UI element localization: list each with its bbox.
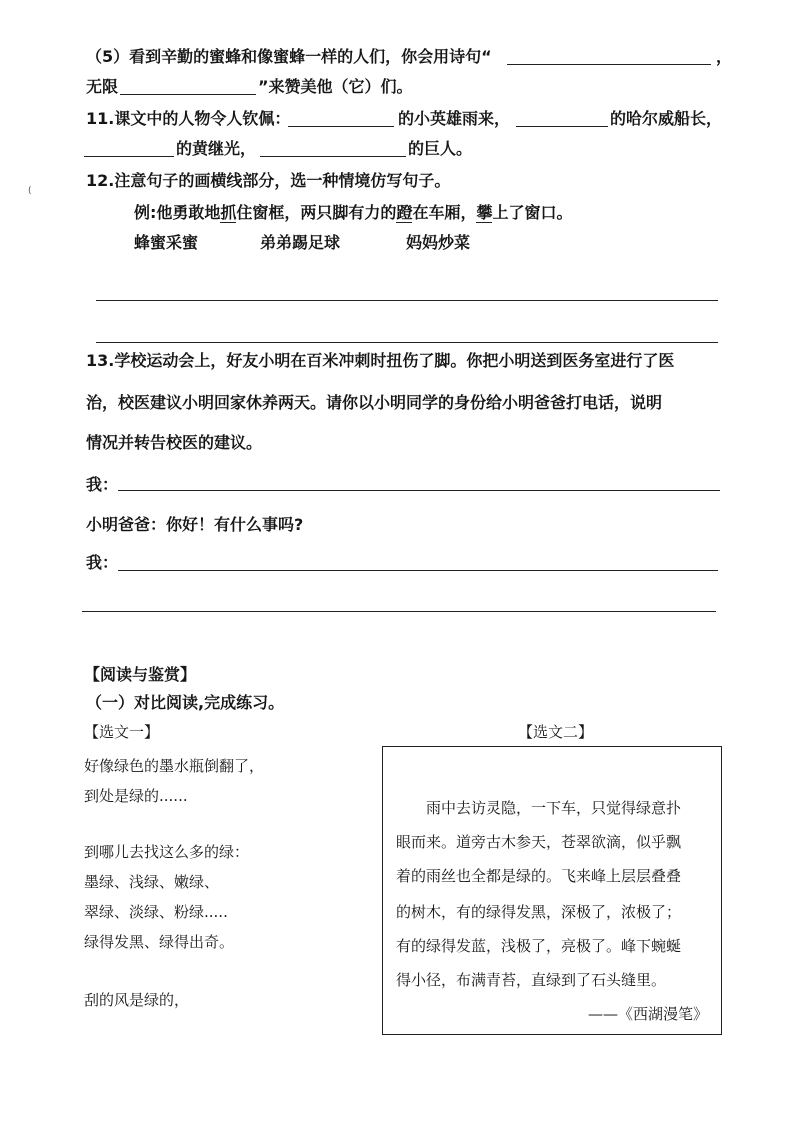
q10-5-line2-suffix: ”来赞美他（它）们。 [258, 77, 413, 96]
q10-5-line2-prefix: 无限 [86, 77, 119, 96]
passage1-line: 绿得发黑、绿得出奇。 [84, 933, 235, 951]
passage2-title: 【选文二】 [518, 723, 594, 741]
passage2-box [382, 746, 722, 1035]
q13-text-line-2: 治，校医建议小明回家休养两天。请你以小明同学的身份给小明爸爸打电话，说明 [86, 393, 663, 412]
q12-option-2: 弟弟踢足球 [260, 233, 341, 252]
example-underlined-verb-1: 抓 [220, 203, 237, 222]
q10-5-line1-suffix: ， [716, 47, 733, 66]
q12-answer-line-1[interactable] [96, 300, 718, 301]
passage2-source: ——《西湖漫笔》 [588, 1005, 709, 1023]
q13-me-label-2: 我： [86, 553, 119, 572]
passage2-line: 着的雨丝也全都是绿的。飞来峰上层层叠叠 [396, 867, 682, 885]
q13-answer-line-1[interactable] [118, 490, 720, 491]
q13-me-label-1: 我： [86, 475, 119, 494]
passage1-line: 好像绿色的墨水瓶倒翻了， [84, 757, 265, 775]
q10-5-line1-prefix: （5）看到辛勤的蜜蜂和像蜜蜂一样的人们，你会用诗句“ [86, 47, 492, 66]
example-underlined-verb-2: 蹬 [396, 203, 413, 222]
q12-title: 12.注意句子的画横线部分，选一种情境仿写句子。 [86, 171, 451, 190]
example-text-1: 例:他勇敢地 [134, 203, 221, 222]
passage1-line: 翠绿、淡绿、粉绿..... [84, 903, 228, 921]
passage1-line: 到哪儿去找这么多的绿： [84, 843, 250, 861]
passage1-line: 墨绿、浅绿、嫩绿、 [84, 873, 220, 891]
passage2-line: 得小径，布满青苔，直绿到了石头缝里。 [396, 971, 667, 989]
q13-text-line-3: 情况并转告校医的建议。 [86, 433, 263, 452]
passage1-title: 【选文一】 [84, 723, 160, 741]
q12-answer-line-2[interactable] [96, 342, 718, 343]
q10-5-answer-blank-1[interactable] [507, 64, 711, 65]
passage2-line: 的树木，有的绿得发黑，深极了，浓极了； [396, 903, 682, 921]
q11-text-e: 的巨人。 [408, 139, 473, 158]
passage2-line: 雨中去访灵隐，一下车，只觉得绿意扑 [426, 799, 682, 817]
q11-blank-1[interactable] [288, 126, 394, 127]
q13-dad-line: 小明爸爸：你好！有什么事吗? [86, 515, 304, 534]
q13-text-line-1: 13.学校运动会上，好友小明在百米冲刺时扭伤了脚。你把小明送到医务室进行了医 [86, 351, 675, 370]
example-text-2: 住窗框，两只脚有力的 [236, 203, 397, 222]
reading-part-title: （一）对比阅读,完成练习。 [86, 693, 285, 712]
passage2-line: 眼而来。道旁古木参天，苍翠欲滴，似乎飘 [396, 833, 682, 851]
q10-5-answer-blank-2[interactable] [120, 94, 256, 95]
q13-answer-line-3[interactable] [82, 611, 716, 612]
q11-blank-2[interactable] [516, 126, 608, 127]
reading-section-title: 【阅读与鉴赏】 [84, 665, 197, 684]
example-text-3: 在车厢， [412, 203, 477, 222]
q11-text-a: 11.课文中的人物令人钦佩： [86, 109, 291, 128]
example-text-4: 上了窗口。 [492, 203, 573, 222]
q12-option-1: 蜂蜜采蜜 [134, 233, 199, 252]
q11-blank-3[interactable] [84, 156, 174, 157]
passage1-line: 刮的风是绿的， [84, 991, 190, 1009]
example-underlined-verb-3: 攀 [476, 203, 493, 222]
q11-text-d: 的黄继光， [176, 139, 257, 158]
q12-option-3: 妈妈炒菜 [406, 233, 471, 252]
q11-blank-4[interactable] [260, 156, 406, 157]
passage2-line: 有的绿得发蓝，浅极了，亮极了。峰下蜿蜒 [396, 937, 682, 955]
q13-answer-line-2[interactable] [118, 570, 718, 571]
q11-text-b: 的小英雄雨来， [398, 109, 511, 128]
margin-mark: ( [28, 186, 32, 196]
q11-text-c: 的哈尔威船长， [610, 109, 723, 128]
passage1-line: 到处是绿的...... [84, 787, 188, 805]
q12-example [134, 202, 573, 224]
